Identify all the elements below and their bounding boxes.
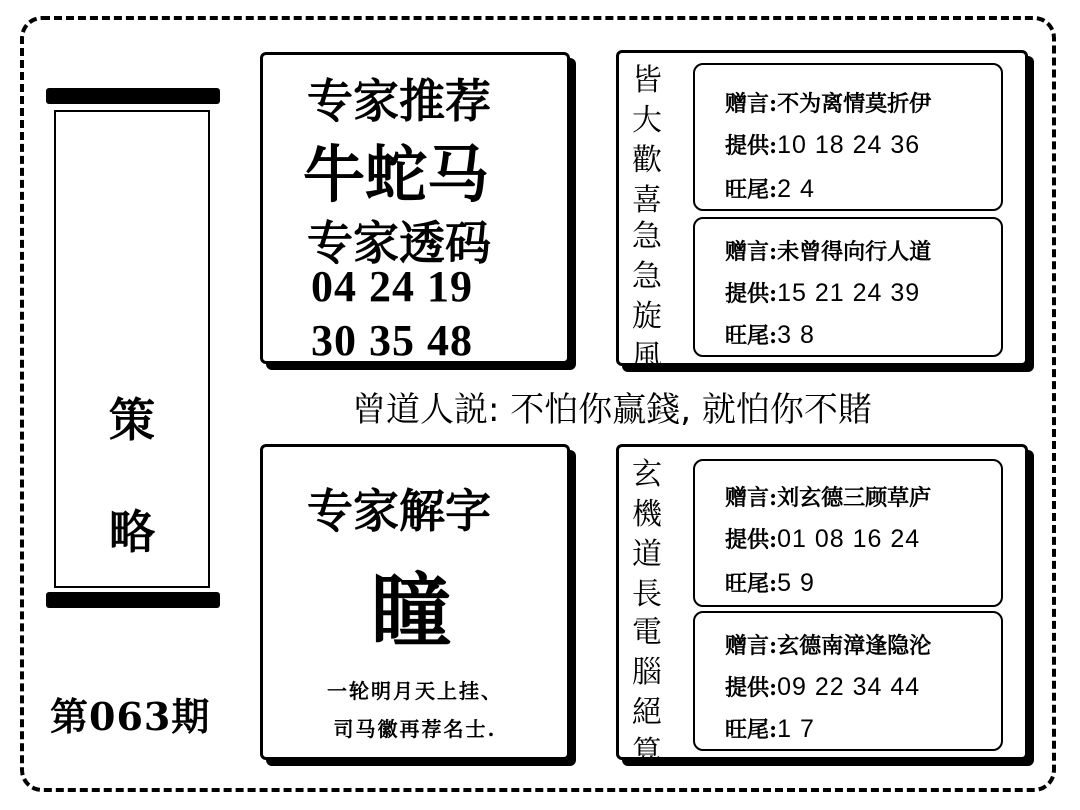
tip-card — [693, 63, 1003, 211]
provide-line: 提供:09 22 34 44 — [725, 673, 921, 701]
expert-numbers-title: 专家透码 — [307, 216, 491, 270]
tip-panel-top — [616, 50, 1028, 374]
zodiac-picks: 牛蛇马 — [303, 138, 490, 211]
provide-line: 提供:15 21 24 39 — [725, 279, 921, 307]
expert-numbers-line-2: 30 35 48 — [311, 316, 473, 365]
gift-text: 赠言:刘玄德三顾草庐 — [725, 485, 932, 511]
strategy-scroll — [46, 88, 220, 610]
scroll-char-1: 策 — [109, 393, 155, 447]
provide-numbers: 09 22 34 44 — [777, 673, 921, 701]
tip-card — [693, 217, 1003, 357]
panel-top-label-2: 急 急 旋 風 — [632, 219, 662, 374]
character-riddle-box — [260, 444, 570, 760]
expert-recommend-box — [260, 52, 570, 364]
tail-numbers: 2 4 — [777, 175, 815, 203]
tip-card — [693, 459, 1003, 607]
scroll-top-bar — [46, 88, 220, 104]
provide-numbers: 01 08 16 24 — [777, 525, 921, 553]
scroll-char-2: 略 — [109, 505, 155, 559]
motto-text: 曾道人説: 不怕你赢錢, 就怕你不賭 — [352, 390, 872, 430]
tip-panel-bottom — [616, 444, 1028, 770]
tail-numbers: 1 7 — [777, 715, 815, 743]
provide-numbers: 10 18 24 36 — [777, 131, 921, 159]
gift-text: 赠言:未曾得向行人道 — [725, 239, 932, 265]
riddle-poem-line-1: 一轮明月天上挂、 — [327, 679, 503, 703]
scroll-panel — [54, 110, 210, 588]
tail-line: 旺尾:1 7 — [725, 715, 815, 743]
provide-numbers: 15 21 24 39 — [777, 279, 921, 307]
tail-line: 旺尾:2 4 — [725, 175, 815, 203]
panel-top-label-1: 皆 大 歡 喜 — [632, 63, 662, 218]
riddle-poem-line-2: 司马徽再荐名士. — [333, 717, 497, 741]
tip-card — [693, 611, 1003, 751]
tail-line: 旺尾:5 9 — [725, 569, 815, 597]
riddle-title: 专家解字 — [307, 484, 491, 538]
provide-line: 提供:10 18 24 36 — [725, 131, 921, 159]
expert-numbers-line-1: 04 24 19 — [311, 262, 473, 311]
tail-numbers: 3 8 — [777, 321, 815, 349]
gift-text: 赠言:玄德南漳逢隐沦 — [725, 633, 932, 659]
panel-bottom-label-1: 玄 機 道 長 — [632, 457, 662, 612]
panel-bottom-label-2: 電 腦 絕 算 — [632, 615, 662, 770]
expert-recommend-title: 专家推荐 — [307, 74, 491, 128]
issue-number: 第063期 — [50, 694, 211, 739]
scroll-bottom-bar — [46, 592, 220, 608]
provide-line: 提供:01 08 16 24 — [725, 525, 921, 553]
tail-line: 旺尾:3 8 — [725, 321, 815, 349]
gift-text: 赠言:不为离情莫折伊 — [725, 91, 932, 117]
tail-numbers: 5 9 — [777, 569, 815, 597]
riddle-character: 瞳 — [371, 564, 451, 658]
